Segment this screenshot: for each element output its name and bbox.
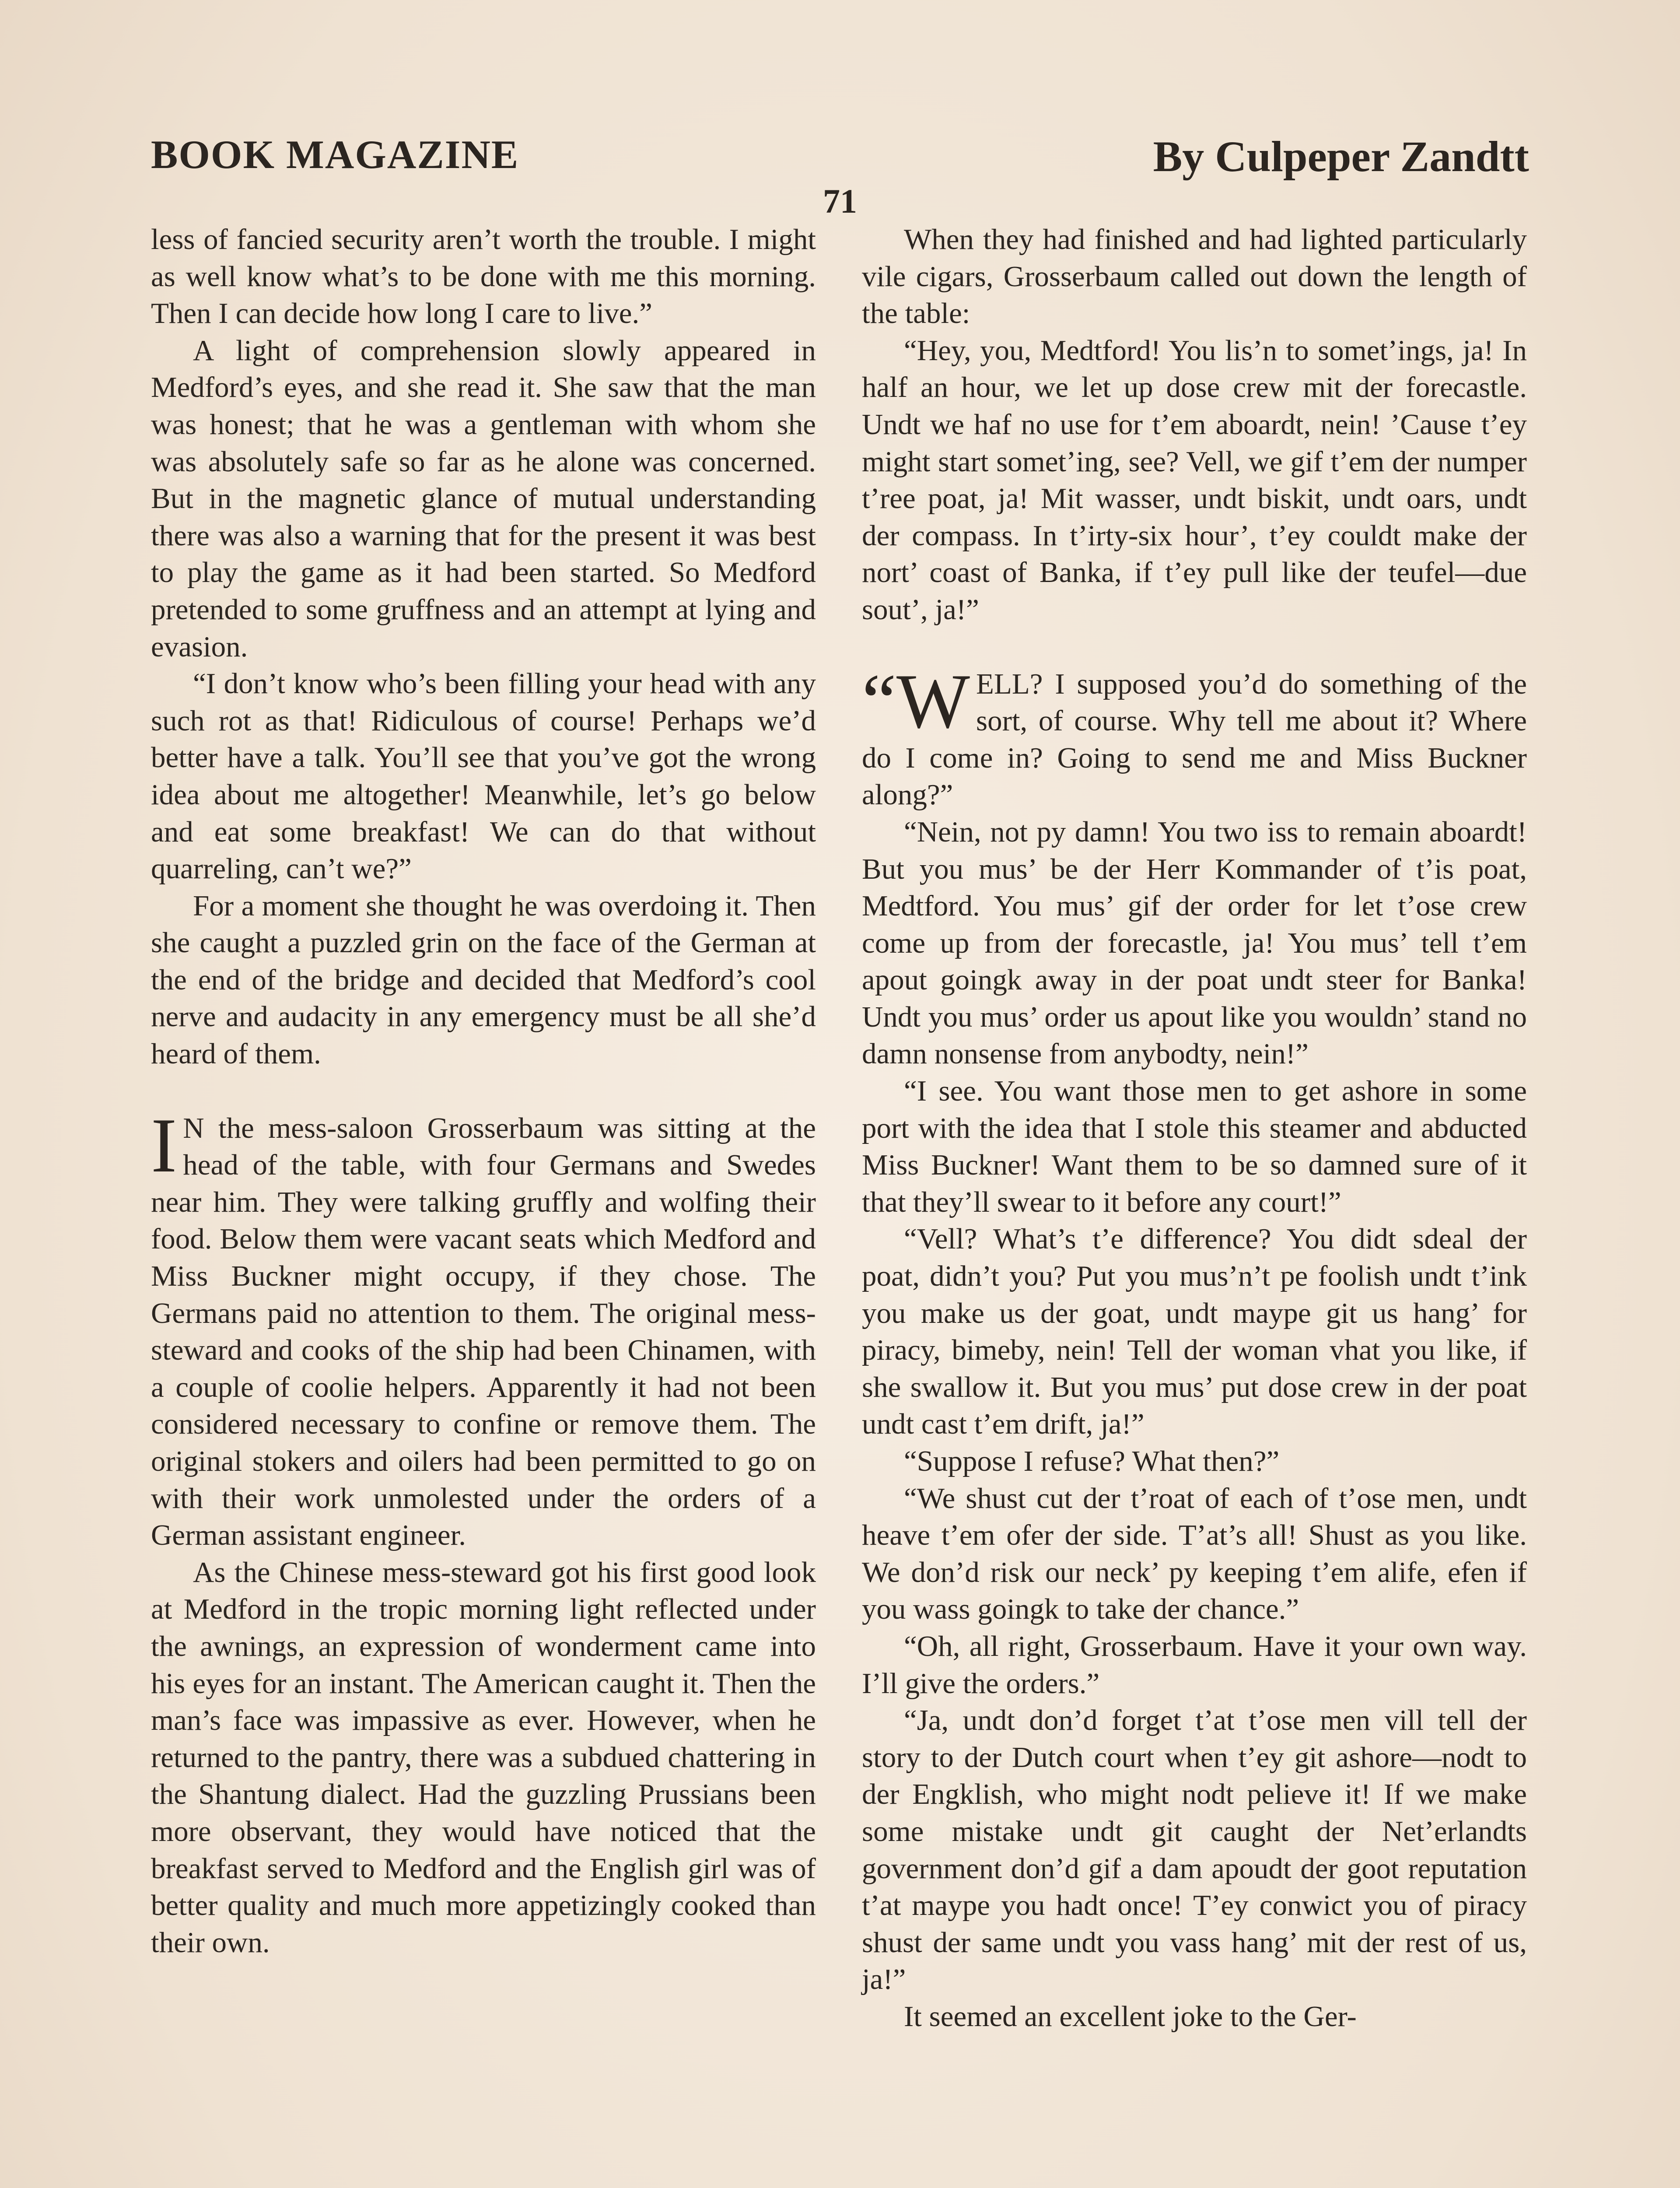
paragraph: “Suppose I refuse? What then?” bbox=[904, 1445, 1280, 1477]
page-header bbox=[151, 131, 1529, 184]
paragraph: It seemed an excellent joke to the Ger- bbox=[904, 2000, 1357, 2033]
paragraph: For a moment she thought he was overdoing it. Then she caught a puzzled grin on the face of the German at the end of the bridge and decided that Medford’s cool nerve and audacity in any emergency must be all she’d heard of them. bbox=[151, 889, 816, 1070]
paragraph: “Oh, all right, Grosserbaum. Have it your own way. I’ll give the orders.” bbox=[862, 1630, 1527, 1700]
left-column bbox=[151, 221, 816, 1961]
paragraph: less of fancied security aren’t worth the trouble. I might as well know what’s to be done with me this morning. Then I can decide how long I care to live.” bbox=[151, 223, 816, 330]
section-paragraph bbox=[151, 1101, 816, 1554]
paragraph: As the Chinese mess-steward got his first good look at Medford in the tropic morning light reflected under the awnings, an expression of wonderment came into his eyes for an instant. The American caught it. Then the man’s face was impassive as ever. However, when he returned to the pantry, there was a subdued chattering in the Shantung dialect. Had the guzzling Prussians been more observant, they would have noticed that the breakfast served to Medford and the English girl was of better quality and much more appetizingly cooked than their own. bbox=[151, 1556, 816, 1959]
page-number: 71 bbox=[823, 182, 857, 220]
right-column bbox=[862, 221, 1527, 2035]
paragraph: “Vell? What’s t’e difference? You didt sdeal der poat, didn’t you? Put you mus’n’t pe foolish undt t’ink you make us der goat, undt maype git us hang’ for piracy, bimeby, nein! Tell der woman vhat you like, if she swallow it. But you mus’ put dose crew in der poat undt cast t’em drift, ja!” bbox=[862, 1223, 1527, 1441]
drop-cap: I bbox=[151, 1101, 177, 1189]
paragraph: “Ja, undt don’d forget t’at t’ose men vill tell der story to der Dutch court when t’ey git ashore—nodt to der Engklish, who might nodt pelieve it! If we make some mistake undt git caught der Net’erlandts government don’d gif a dam apoudt der goot reputation t’at maype you hadt once! T’ey conwict you of piracy shust der same undt you vass hang’ mit der rest of us, ja!” bbox=[862, 1704, 1527, 1996]
paragraph: “Hey, you, Medtford! You lis’n to somet’ings, ja! In half an hour, we let up dose crew mit der forecastle. Undt we haf no use for t’em aboardt, nein! ’Cause t’ey might start somet’ing, see? Vell, we gif t’em der numper t’ree poat, ja! Mit wasser, undt biskit, undt oars, undt der compass. In t’irty-six hour’, t’ey couldt make der nort’ coast of Banka, if t’ey pull like der teufel—due sout’, ja!” bbox=[862, 334, 1527, 626]
magazine-title: BOOK MAGAZINE bbox=[151, 132, 519, 177]
paragraph: “I see. You want those men to get ashore in some port with the idea that I stole this steamer and abducted Miss Buckner! Want them to be so damned sure of it that they’ll swear to it before any court!” bbox=[862, 1075, 1527, 1218]
paragraph-text: N the mess-saloon Grosserbaum was sitting at the head of the table, with four Germans and Swedes near him. They were talking gruffly and wolfing their food. Below them were vacant seats which Medford and Miss Buckner might occupy, if they chose. The Germans paid no attention to them. The original mess-steward and cooks of the ship had been Chinamen, with a couple of coolie helpers. Apparently it had not been considered necessary to confine or remove them. The original stokers and oilers had been permitted to go on with their work unmolested under the orders of a German assistant engineer. bbox=[151, 1112, 816, 1552]
paragraph-text: ELL? I supposed you’d do something of the sort, of course. Why tell me about it? Where do I come in? Going to send me and Miss Buckner along?” bbox=[862, 667, 1527, 811]
paragraph: A light of comprehension slowly appeared in Medford’s eyes, and she read it. She saw that the man was honest; that he was a gentleman with whom she was absolutely safe so far as he alone was concerned. But in the magnetic glance of mutual understanding there was also a warning that for the present it was best to play the game as it had been started. So Medford pretended to some gruffness and an attempt at lying and evasion. bbox=[151, 334, 816, 663]
paragraph: When they had finished and had lighted particularly vile cigars, Grosserbaum called out down the length of the table: bbox=[862, 223, 1527, 330]
author-byline: By Culpeper Zandtt bbox=[1153, 132, 1529, 181]
paragraph: “I don’t know who’s been filling your head with any such rot as that! Ridiculous of course! Perhaps we’d better have a talk. You’ll see that you’ve got the wrong idea about me altogether! Meanwhile, let’s go below and eat some breakfast! We can do that without quarreling, can’t we?” bbox=[151, 667, 816, 885]
paragraph: “Nein, not py damn! You two iss to remain aboardt! But you mus’ be der Herr Kommander of t’is poat, Medtford. You mus’ gif der order for let t’ose crew come up from der forecastle, ja! You mus’ tell t’em apout goingk away in der poat undt steer for Banka! Undt you mus’ order us apout like you wouldn’ stand no damn nonsense from anybodty, nein!” bbox=[862, 815, 1527, 1070]
drop-cap: “W bbox=[862, 657, 970, 744]
paragraph: “We shust cut der t’roat of each of t’ose men, undt heave t’em ofer der side. T’at’s all! Shust as you like. We don’d risk our neck’ py keeping t’em alife, efen if you wass goingk to take der chance.” bbox=[862, 1482, 1527, 1626]
section-paragraph bbox=[862, 657, 1527, 813]
